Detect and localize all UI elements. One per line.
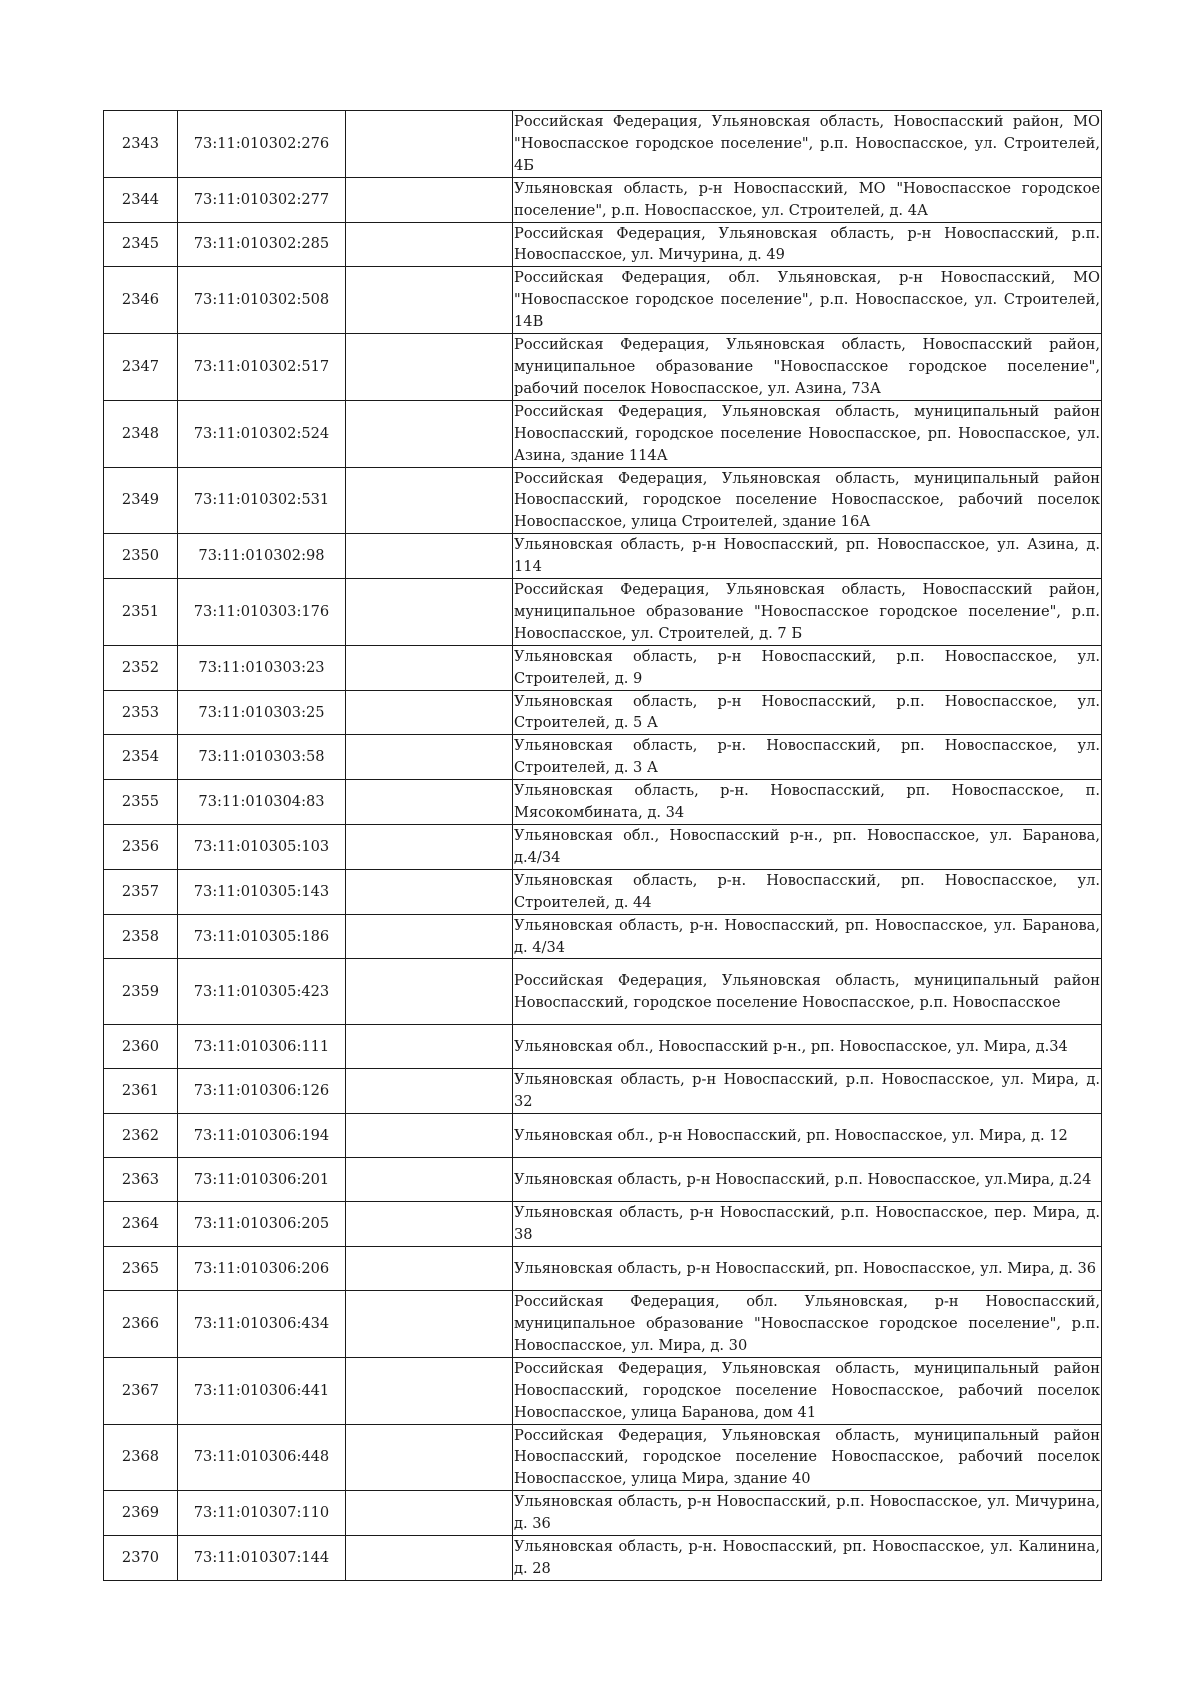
empty-cell (346, 1114, 513, 1158)
empty-cell (346, 534, 513, 579)
cadastral-number: 73:11:010302:517 (178, 334, 346, 401)
empty-cell (346, 111, 513, 178)
row-number: 2362 (104, 1114, 178, 1158)
row-number: 2348 (104, 400, 178, 467)
empty-cell (346, 735, 513, 780)
row-number: 2357 (104, 869, 178, 914)
cadastral-number: 73:11:010302:277 (178, 177, 346, 222)
address-cell: Ульяновская область, р-н. Новоспасский, рп. Новоспасское, п. Мясокомбината, д. 34 (513, 780, 1102, 825)
cadastral-number: 73:11:010307:110 (178, 1491, 346, 1536)
empty-cell (346, 1424, 513, 1491)
table-row (104, 267, 1102, 334)
row-number: 2365 (104, 1247, 178, 1291)
address-cell: Российская Федерация, Ульяновская область, Новоспасский район, МО "Новоспасское городское поселение", р.п. Новоспасское, ул. Строителей, 4Б (513, 111, 1102, 178)
address-cell: Российская Федерация, обл. Ульяновская, р-н Новоспасский, МО "Новоспасское городское поселение", р.п. Новоспасское, ул. Строителей, 14В (513, 267, 1102, 334)
cadastral-number: 73:11:010305:186 (178, 914, 346, 959)
table-row (104, 735, 1102, 780)
cadastral-number: 73:11:010303:176 (178, 579, 346, 646)
address-cell: Ульяновская область, р-н. Новоспасский, рп. Новоспасское, ул. Калинина, д. 28 (513, 1536, 1102, 1581)
cadastral-number: 73:11:010303:25 (178, 690, 346, 735)
empty-cell (346, 579, 513, 646)
cadastral-number: 73:11:010306:441 (178, 1357, 346, 1424)
row-number: 2370 (104, 1536, 178, 1581)
row-number: 2345 (104, 222, 178, 267)
empty-cell (346, 1247, 513, 1291)
address-cell: Российская Федерация, Ульяновская область, Новоспасский район, муниципальное образование "Новоспасское городское поселение", рабочий поселок Новоспасское, ул. Азина, 73А (513, 334, 1102, 401)
row-number: 2361 (104, 1069, 178, 1114)
table-row (104, 645, 1102, 690)
address-cell: Ульяновская область, р-н Новоспасский, рп. Новоспасское, ул. Азина, д. 114 (513, 534, 1102, 579)
empty-cell (346, 467, 513, 534)
table-row (104, 869, 1102, 914)
cadastral-number: 73:11:010306:205 (178, 1202, 346, 1247)
empty-cell (346, 1357, 513, 1424)
table-row (104, 400, 1102, 467)
address-cell: Ульяновская область, р-н Новоспасский, р.п. Новоспасское, ул. Мира, д. 32 (513, 1069, 1102, 1114)
table-row (104, 1114, 1102, 1158)
address-cell: Ульяновская область, р-н. Новоспасский, рп. Новоспасское, ул. Строителей, д. 3 А (513, 735, 1102, 780)
address-cell: Российская Федерация, Ульяновская область, муниципальный район Новоспасский, городское поселение Новоспасское, рабочий поселок Новоспасское, улица Строителей, здание 16А (513, 467, 1102, 534)
row-number: 2351 (104, 579, 178, 646)
table-row (104, 534, 1102, 579)
cadastral-number: 73:11:010305:143 (178, 869, 346, 914)
empty-cell (346, 222, 513, 267)
address-cell: Ульяновская область, р-н Новоспасский, рп. Новоспасское, ул. Мира, д. 36 (513, 1247, 1102, 1291)
address-cell: Российская Федерация, Ульяновская область, Новоспасский район, муниципальное образование "Новоспасское городское поселение", р.п. Новоспасское, ул. Строителей, д. 7 Б (513, 579, 1102, 646)
row-number: 2356 (104, 825, 178, 870)
cadastral-number: 73:11:010306:434 (178, 1291, 346, 1358)
row-number: 2353 (104, 690, 178, 735)
address-cell: Российская Федерация, Ульяновская область, муниципальный район Новоспасский, городское поселение Новоспасское, рабочий поселок Новоспасское, улица Мира, здание 40 (513, 1424, 1102, 1491)
row-number: 2359 (104, 959, 178, 1025)
address-cell: Российская Федерация, Ульяновская область, муниципальный район Новоспасский, городское поселение Новоспасское, рп. Новоспасское, ул. Азина, здание 114А (513, 400, 1102, 467)
table-row (104, 690, 1102, 735)
empty-cell (346, 1491, 513, 1536)
cadastral-number: 73:11:010305:103 (178, 825, 346, 870)
row-number: 2363 (104, 1158, 178, 1202)
cadastral-number: 73:11:010306:206 (178, 1247, 346, 1291)
empty-cell (346, 690, 513, 735)
empty-cell (346, 1291, 513, 1358)
address-cell: Российская Федерация, Ульяновская область, р-н Новоспасский, р.п. Новоспасское, ул. Мичурина, д. 49 (513, 222, 1102, 267)
row-number: 2349 (104, 467, 178, 534)
row-number: 2358 (104, 914, 178, 959)
empty-cell (346, 400, 513, 467)
table-row (104, 1025, 1102, 1069)
cadastral-number: 73:11:010302:524 (178, 400, 346, 467)
address-cell: Ульяновская область, р-н Новоспасский, р.п. Новоспасское, пер. Мира, д. 38 (513, 1202, 1102, 1247)
table-row (104, 111, 1102, 178)
cadastral-number: 73:11:010304:83 (178, 780, 346, 825)
table-row (104, 959, 1102, 1025)
address-cell: Ульяновская область, р-н. Новоспасский, рп. Новоспасское, ул. Строителей, д. 44 (513, 869, 1102, 914)
row-number: 2354 (104, 735, 178, 780)
empty-cell (346, 780, 513, 825)
address-cell: Ульяновская область, р-н Новоспасский, р.п. Новоспасское, ул. Мичурина, д. 36 (513, 1491, 1102, 1536)
cadastral-number: 73:11:010306:126 (178, 1069, 346, 1114)
empty-cell (346, 1202, 513, 1247)
empty-cell (346, 1536, 513, 1581)
row-number: 2344 (104, 177, 178, 222)
table-row (104, 1491, 1102, 1536)
empty-cell (346, 825, 513, 870)
cadastral-number: 73:11:010306:111 (178, 1025, 346, 1069)
address-cell: Ульяновская обл., Новоспасский р-н., рп. Новоспасское, ул. Мира, д.34 (513, 1025, 1102, 1069)
row-number: 2355 (104, 780, 178, 825)
address-cell: Ульяновская обл., р-н Новоспасский, рп. Новоспасское, ул. Мира, д. 12 (513, 1114, 1102, 1158)
row-number: 2346 (104, 267, 178, 334)
row-number: 2367 (104, 1357, 178, 1424)
row-number: 2366 (104, 1291, 178, 1358)
cadastral-number: 73:11:010302:508 (178, 267, 346, 334)
cadastral-number: 73:11:010302:285 (178, 222, 346, 267)
address-cell: Российская Федерация, Ульяновская область, муниципальный район Новоспасский, городское поселение Новоспасское, рабочий поселок Новоспасское, улица Баранова, дом 41 (513, 1357, 1102, 1424)
address-cell: Ульяновская область, р-н Новоспасский, МО "Новоспасское городское поселение", р.п. Новоспасское, ул. Строителей, д. 4А (513, 177, 1102, 222)
table-row (104, 1357, 1102, 1424)
address-cell: Российская Федерация, обл. Ульяновская, р-н Новоспасский, муниципальное образование "Новоспасское городское поселение", р.п. Новоспасское, ул. Мира, д. 30 (513, 1291, 1102, 1358)
cadastral-number: 73:11:010306:448 (178, 1424, 346, 1491)
row-number: 2343 (104, 111, 178, 178)
empty-cell (346, 1025, 513, 1069)
table-row (104, 1069, 1102, 1114)
table-row (104, 222, 1102, 267)
table-row (104, 334, 1102, 401)
cadastral-number: 73:11:010302:98 (178, 534, 346, 579)
table-row (104, 1424, 1102, 1491)
table-body (104, 111, 1102, 1581)
row-number: 2364 (104, 1202, 178, 1247)
row-number: 2369 (104, 1491, 178, 1536)
property-registry-table (103, 110, 1102, 1581)
table-row (104, 1158, 1102, 1202)
empty-cell (346, 914, 513, 959)
cadastral-number: 73:11:010307:144 (178, 1536, 346, 1581)
empty-cell (346, 1069, 513, 1114)
address-cell: Ульяновская область, р-н Новоспасский, р.п. Новоспасское, ул. Строителей, д. 5 А (513, 690, 1102, 735)
cadastral-number: 73:11:010306:201 (178, 1158, 346, 1202)
empty-cell (346, 645, 513, 690)
table-row (104, 1536, 1102, 1581)
address-cell: Ульяновская область, р-н Новоспасский, р.п. Новоспасское, ул.Мира, д.24 (513, 1158, 1102, 1202)
table-row (104, 914, 1102, 959)
cadastral-number: 73:11:010302:531 (178, 467, 346, 534)
cadastral-number: 73:11:010306:194 (178, 1114, 346, 1158)
cadastral-number: 73:11:010303:58 (178, 735, 346, 780)
address-cell: Ульяновская область, р-н. Новоспасский, рп. Новоспасское, ул. Баранова, д. 4/34 (513, 914, 1102, 959)
empty-cell (346, 1158, 513, 1202)
table-row (104, 579, 1102, 646)
address-cell: Ульяновская обл., Новоспасский р-н., рп. Новоспасское, ул. Баранова, д.4/34 (513, 825, 1102, 870)
table-row (104, 1291, 1102, 1358)
table-row (104, 467, 1102, 534)
row-number: 2368 (104, 1424, 178, 1491)
row-number: 2347 (104, 334, 178, 401)
table-row (104, 1247, 1102, 1291)
empty-cell (346, 334, 513, 401)
empty-cell (346, 267, 513, 334)
cadastral-number: 73:11:010305:423 (178, 959, 346, 1025)
address-cell: Российская Федерация, Ульяновская область, муниципальный район Новоспасский, городское поселение Новоспасское, р.п. Новоспасское (513, 959, 1102, 1025)
row-number: 2352 (104, 645, 178, 690)
table-row (104, 780, 1102, 825)
empty-cell (346, 869, 513, 914)
empty-cell (346, 959, 513, 1025)
table-row (104, 1202, 1102, 1247)
table-row (104, 177, 1102, 222)
empty-cell (346, 177, 513, 222)
row-number: 2350 (104, 534, 178, 579)
row-number: 2360 (104, 1025, 178, 1069)
cadastral-number: 73:11:010303:23 (178, 645, 346, 690)
address-cell: Ульяновская область, р-н Новоспасский, р.п. Новоспасское, ул. Строителей, д. 9 (513, 645, 1102, 690)
table-row (104, 825, 1102, 870)
cadastral-number: 73:11:010302:276 (178, 111, 346, 178)
